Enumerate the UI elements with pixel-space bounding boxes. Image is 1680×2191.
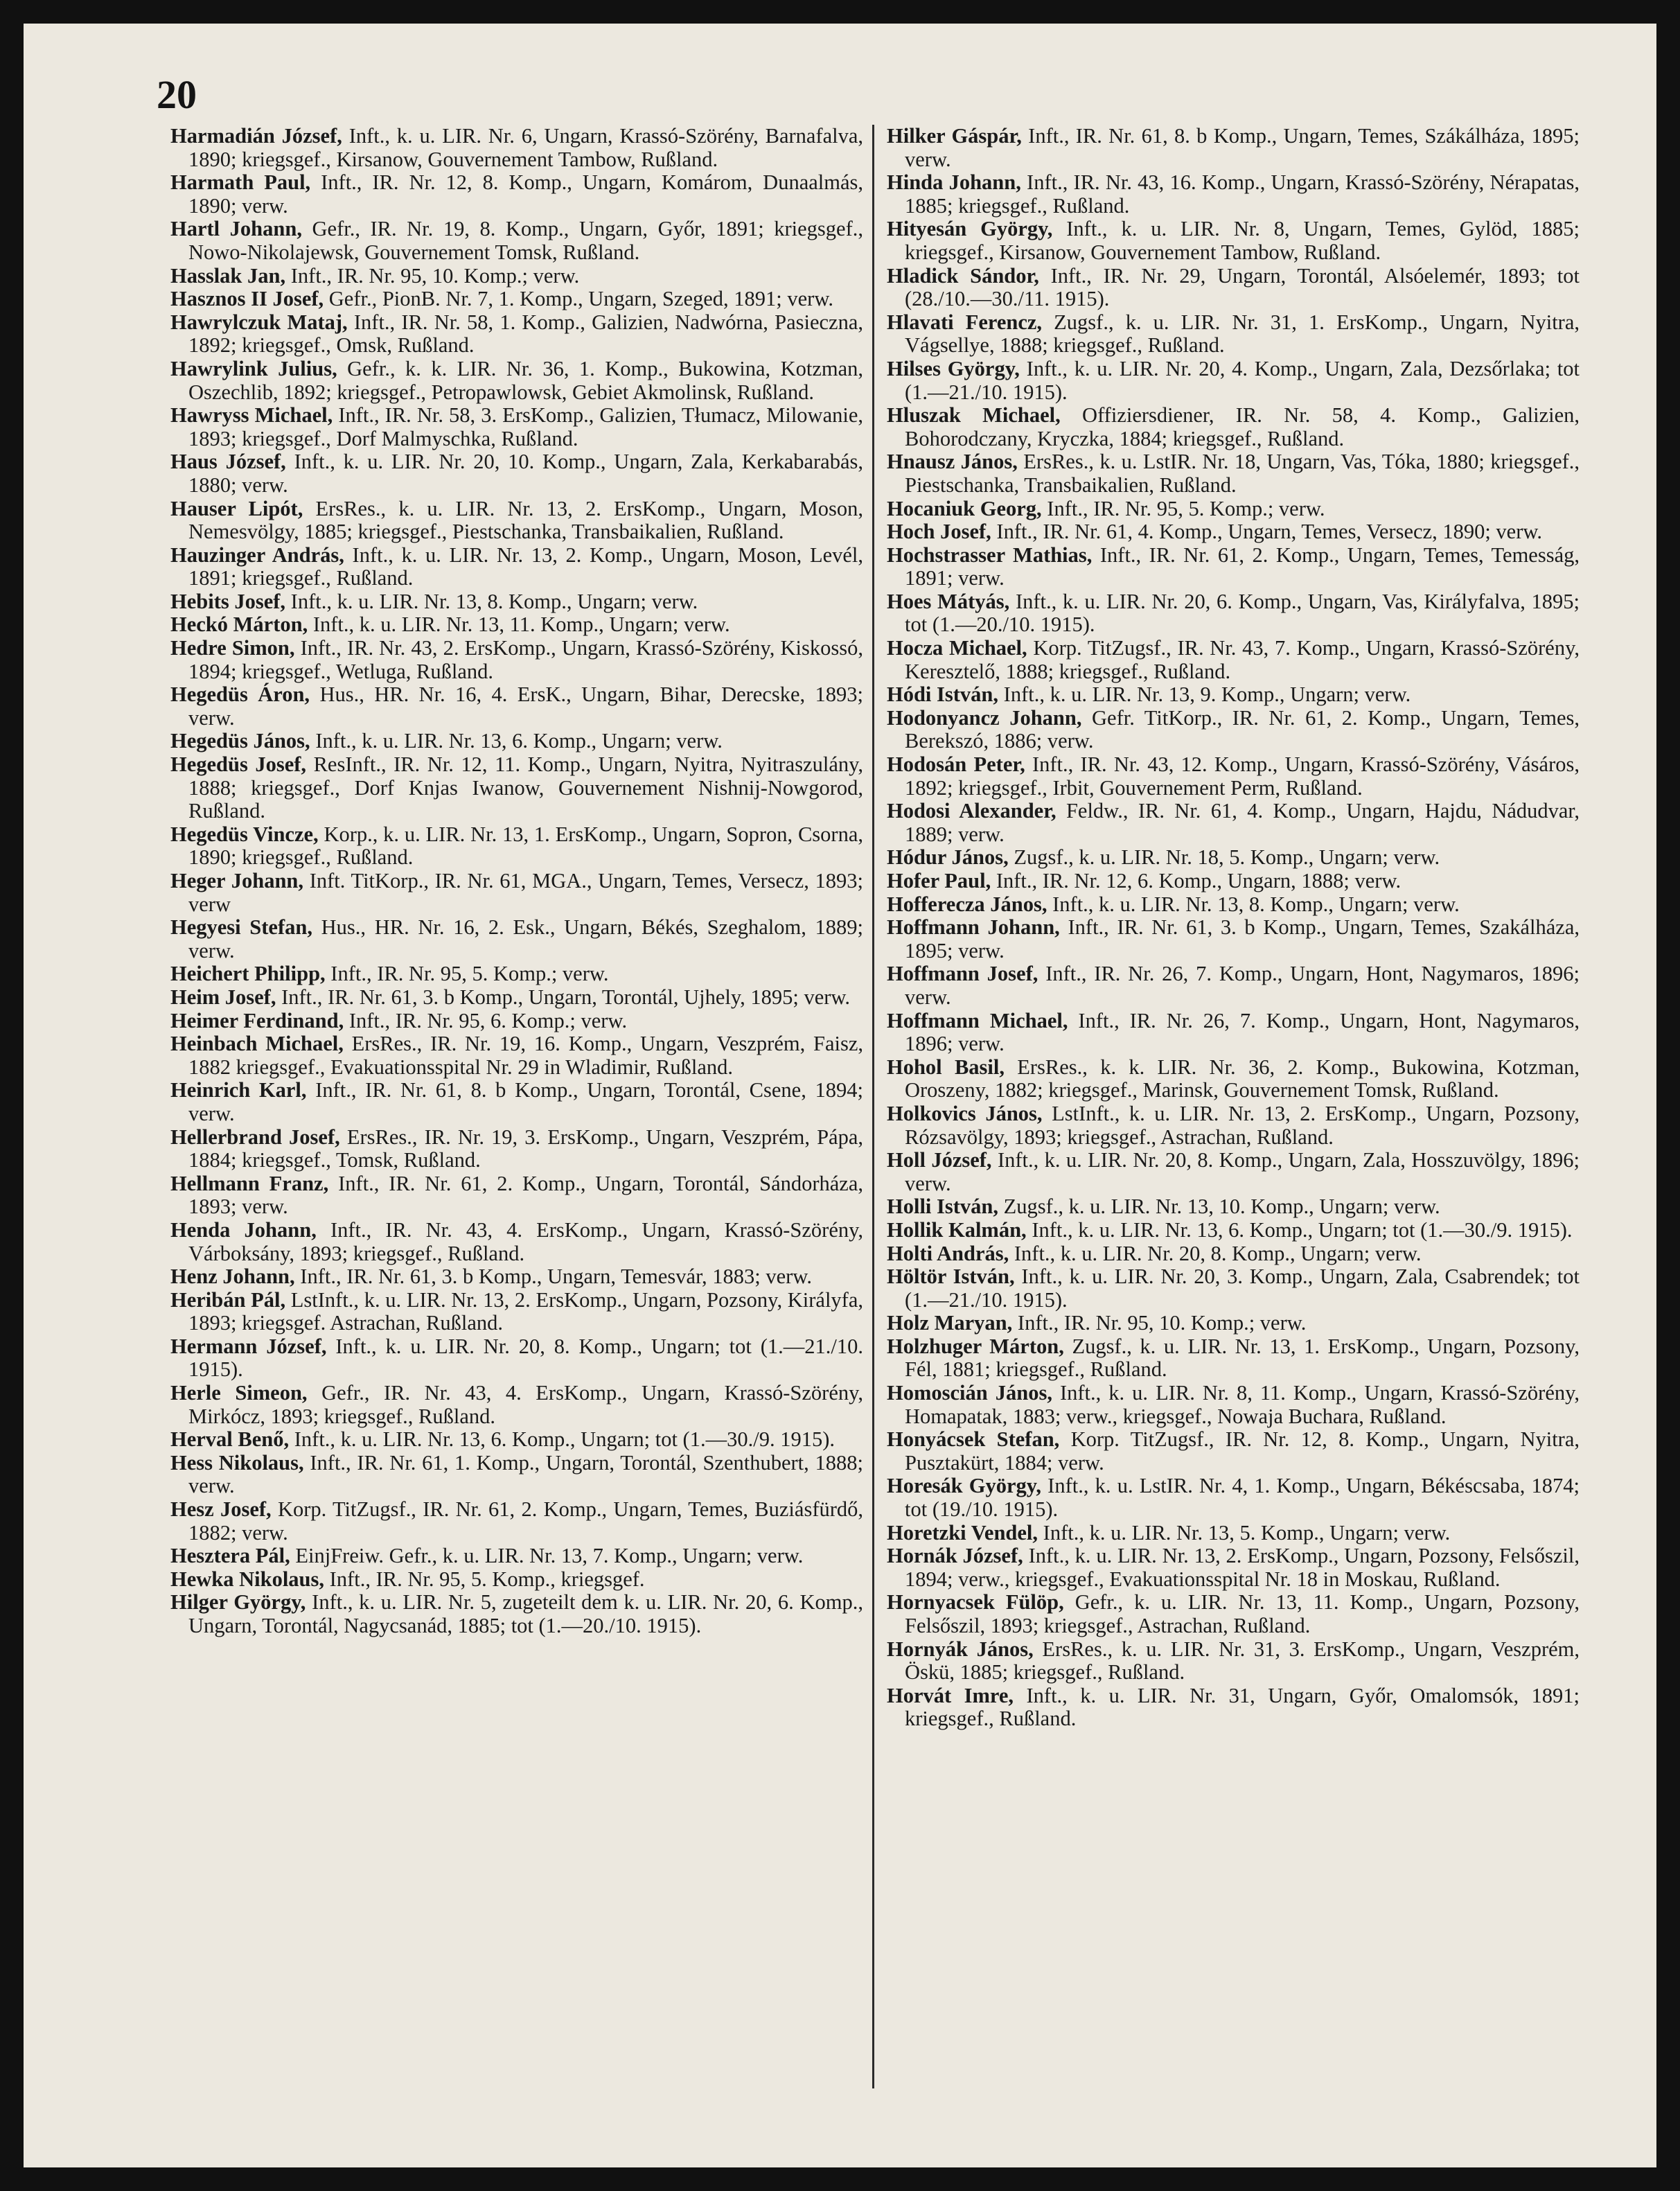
list-item	[170, 311, 863, 358]
entry-name: Hesztera Pál,	[170, 1544, 290, 1568]
list-item	[887, 498, 1580, 521]
entry-name: Hewka Nikolaus,	[170, 1567, 325, 1591]
entry-name: Hilses György,	[887, 356, 1020, 380]
entry-name: Horvát Imre,	[887, 1683, 1014, 1707]
entry-details: Inft., IR. Nr. 43, 2. ErsKomp., Ungarn, Krassó-Szörény, Kiskossó, 1894; kriegsgef., Wetluga, Rußland.	[188, 636, 863, 683]
right-column	[887, 125, 1580, 2093]
entry-details: Inft., k. u. LIR. Nr. 5, zugeteilt dem k. u. LIR. Nr. 20, 6. Komp., Ungarn, Torontál, Nagycsanád, 1885; tot (1.—20./10. 1915).	[188, 1590, 863, 1637]
list-item	[170, 1126, 863, 1172]
list-item	[170, 1591, 863, 1637]
entry-name: Hnausz János,	[887, 450, 1018, 474]
list-item	[887, 1312, 1580, 1335]
list-item	[887, 311, 1580, 358]
entry-details: Inft., k. u. LIR. Nr. 13, 6. Komp., Ungarn; verw.	[315, 729, 723, 753]
entry-details: Inft. TitKorp., IR. Nr. 61, MGA., Ungarn, Temes, Versecz, 1893; verw	[188, 869, 863, 916]
entry-name: Hodosi Alexander,	[887, 799, 1056, 823]
entry-name: Hollik Kalmán,	[887, 1217, 1027, 1242]
list-item	[170, 358, 863, 404]
entry-details: Korp. TitZugsf., IR. Nr. 12, 8. Komp., Ungarn, Nyitra, Pusztakürt, 1884; verw.	[905, 1427, 1580, 1475]
entry-name: Heckó Márton,	[170, 613, 308, 637]
entry-details: Inft., k. u. LIR. Nr. 13, 11. Komp., Ungarn; verw.	[312, 613, 730, 637]
entry-details: Inft., k. u. LIR. Nr. 20, 8. Komp., Ungarn; verw.	[1014, 1241, 1422, 1265]
list-item	[887, 1545, 1580, 1591]
list-item	[170, 823, 863, 870]
entry-name: Heger Johann,	[170, 869, 303, 892]
entry-name: Hawrylink Julius,	[170, 356, 337, 380]
entry-details: Inft., k. u. LIR. Nr. 6, Ungarn, Krassó-Szörény, Barnafalva, 1890; kriegsgef., Kirsanow, Gouvernement Tambow, Rußland.	[188, 125, 863, 171]
list-item	[887, 846, 1580, 870]
list-item	[170, 498, 863, 544]
list-item	[887, 171, 1580, 218]
list-item	[170, 171, 863, 218]
entry-details: Inft., IR. Nr. 43, 16. Komp., Ungarn, Krassó-Szörény, Nérapatas, 1885; kriegsgef., Rußland.	[905, 170, 1580, 218]
list-item	[887, 1265, 1580, 1312]
document-page	[24, 24, 1656, 2167]
entry-details: Inft., IR. Nr. 61, 3. b Komp., Ungarn, Temesvár, 1883; verw.	[300, 1265, 812, 1289]
list-item	[170, 1265, 863, 1289]
entry-details: Inft., k. u. LIR. Nr. 13, 6. Komp., Ungarn; tot (1.—30./9. 1915).	[294, 1427, 835, 1452]
entry-details: Inft., k. u. LIR. Nr. 31, Ungarn, Győr, Omalomsók, 1891; kriegsgef., Rußland.	[905, 1683, 1580, 1731]
entry-details: Inft., IR. Nr. 61, 4. Komp., Ungarn, Temes, Versecz, 1890; verw.	[996, 520, 1543, 544]
entry-details: Inft., IR. Nr. 26, 7. Komp., Ungarn, Hont, Nagymaros, 1896; verw.	[905, 962, 1580, 1009]
entry-details: ErsRes., k. k. LIR. Nr. 36, 2. Komp., Bukowina, Kotzman, Oroszeny, 1882; kriegsgef., Marinsk, Gouvernement Tomsk, Rußland.	[905, 1055, 1580, 1102]
entry-name: Harmath Paul,	[170, 170, 311, 195]
entry-name: Herle Simeon,	[170, 1381, 308, 1405]
entry-details: Gefr., k. u. LIR. Nr. 13, 11. Komp., Ungarn, Pozsony, Felsőszil, 1893; kriegsgef., Astrachan, Rußland.	[905, 1590, 1580, 1637]
entry-name: Hodosán Peter,	[887, 753, 1025, 777]
list-item	[170, 404, 863, 450]
entry-details: Inft., IR. Nr. 58, 1. Komp., Galizien, Nadwórna, Pasieczna, 1892; kriegsgef., Omsk, Rußland.	[188, 310, 863, 358]
entry-details: Inft., k. u. LIR. Nr. 8, Ungarn, Temes, Gylöd, 1885; kriegsgef., Kirsanow, Gouvernement Tambow, Rußland.	[905, 217, 1580, 264]
entry-name: Hornyacsek Fülöp,	[887, 1590, 1064, 1614]
list-item	[170, 1335, 863, 1382]
list-item	[887, 1522, 1580, 1545]
entry-name: Hódi István,	[887, 683, 999, 707]
entry-name: Hellerbrand Josef,	[170, 1125, 340, 1149]
entry-details: Inft., IR. Nr. 95, 10. Komp.; verw.	[290, 263, 580, 288]
list-item	[887, 1382, 1580, 1428]
entry-details: Gefr., PionB. Nr. 7, 1. Komp., Ungarn, Szeged, 1891; verw.	[328, 287, 833, 311]
entry-name: Holti András,	[887, 1241, 1009, 1265]
list-item	[170, 916, 863, 962]
list-item	[170, 1010, 863, 1033]
entry-name: Hauser Lipót,	[170, 496, 303, 520]
list-item	[887, 1102, 1580, 1149]
entry-name: Hegedüs Vincze,	[170, 822, 319, 846]
entry-name: Haus József,	[170, 450, 286, 474]
entry-name: Heichert Philipp,	[170, 962, 326, 986]
entry-details: Inft., k. u. LIR. Nr. 20, 6. Komp., Ungarn, Vas, Királyfalva, 1895; tot (1.—20./10. 1915).	[905, 589, 1580, 637]
entry-name: Hess Nikolaus,	[170, 1450, 304, 1475]
entry-name: Herval Benő,	[170, 1427, 290, 1452]
list-item	[170, 986, 863, 1010]
entry-name: Heinbach Michael,	[170, 1032, 344, 1056]
entry-name: Holzhuger Márton,	[887, 1334, 1064, 1358]
entry-name: Hlavati Ferencz,	[887, 310, 1043, 334]
list-item	[887, 637, 1580, 683]
entry-details: Inft., IR. Nr. 29, Ungarn, Torontál, Alsóelemér, 1893; tot (28./10.—30./11. 1915).	[905, 263, 1580, 311]
list-item	[170, 730, 863, 753]
list-item	[170, 544, 863, 590]
list-item	[887, 800, 1580, 846]
entry-details: Inft., IR. Nr. 61, 8. b Komp., Ungarn, Torontál, Csene, 1894; verw.	[188, 1078, 863, 1125]
list-item	[170, 590, 863, 614]
list-item	[887, 544, 1580, 590]
list-item	[887, 753, 1580, 800]
entry-name: Honyácsek Stefan,	[887, 1427, 1060, 1452]
list-item	[170, 1498, 863, 1545]
list-item	[887, 1010, 1580, 1056]
entry-details: Inft., IR. Nr. 43, 4. ErsKomp., Ungarn, Krassó-Szörény, Várboksány, 1893; kriegsgef., Rußland.	[188, 1217, 863, 1265]
list-item	[170, 753, 863, 823]
list-item	[887, 1335, 1580, 1382]
list-item	[170, 1219, 863, 1265]
entry-name: Homoscián János,	[887, 1381, 1052, 1405]
list-item	[170, 1032, 863, 1079]
column-divider	[872, 125, 874, 2088]
entry-details: Inft., IR. Nr. 95, 5. Komp.; verw.	[1047, 496, 1325, 520]
entry-name: Hedre Simon,	[170, 636, 295, 660]
entry-name: Henz Johann,	[170, 1265, 295, 1289]
list-item	[170, 218, 863, 264]
list-item	[170, 288, 863, 311]
entry-details: Inft., IR. Nr. 58, 3. ErsKomp., Galizien, Tłumacz, Milowanie, 1893; kriegsgef., Dorf Malmyschka, Rußland.	[188, 403, 863, 450]
list-item	[887, 125, 1580, 171]
entry-name: Hawryss Michael,	[170, 403, 333, 428]
entry-name: Hoffmann Josef,	[887, 962, 1038, 986]
list-item	[887, 265, 1580, 311]
list-item	[887, 1428, 1580, 1475]
entry-name: Hilger György,	[170, 1590, 306, 1614]
list-item	[887, 1475, 1580, 1521]
entry-name: Hegyesi Stefan,	[170, 915, 312, 940]
list-item	[887, 590, 1580, 637]
entry-details: Hus., HR. Nr. 16, 4. ErsK., Ungarn, Bihar, Derecske, 1893; verw.	[188, 683, 863, 730]
entry-details: Inft., IR. Nr. 95, 10. Komp.; verw.	[1017, 1311, 1307, 1335]
list-item	[170, 265, 863, 288]
entry-name: Holl József,	[887, 1148, 992, 1172]
entry-details: LstInft., k. u. LIR. Nr. 13, 2. ErsKomp., Ungarn, Pozsony, Királyfa, 1893; kriegsgef. Astrachan, Rußland.	[188, 1287, 863, 1335]
entry-details: Inft., IR. Nr. 61, 3. b Komp., Ungarn, Torontál, Ujhely, 1895; verw.	[281, 985, 851, 1009]
entry-details: Zugsf., k. u. LIR. Nr. 18, 5. Komp., Ungarn; verw.	[1014, 845, 1440, 870]
entry-name: Holkovics János,	[887, 1101, 1043, 1125]
entry-name: Hoffmann Michael,	[887, 1008, 1068, 1032]
list-item	[887, 1219, 1580, 1242]
entry-name: Hoch Josef,	[887, 520, 991, 544]
entry-name: Holli István,	[887, 1195, 999, 1219]
entry-name: Hochstrasser Mathias,	[887, 543, 1093, 567]
entry-details: Inft., k. u. LIR. Nr. 20, 4. Komp., Ungarn, Zala, Dezsőrlaka; tot (1.—21./10. 1915).	[905, 356, 1580, 404]
entry-name: Heribán Pál,	[170, 1287, 286, 1312]
entry-name: Hódur János,	[887, 845, 1009, 870]
list-item	[887, 1149, 1580, 1195]
entry-details: Zugsf., k. u. LIR. Nr. 31, 1. ErsKomp., Ungarn, Nyitra, Vágsellye, 1888; kriegsgef., Rußland.	[905, 310, 1580, 358]
list-item	[887, 707, 1580, 753]
entry-details: Offiziersdiener, IR. Nr. 58, 4. Komp., Galizien, Bohorodczany, Kryczka, 1884; kriegsgef., Rußland.	[905, 403, 1580, 450]
entry-name: Hellmann Franz,	[170, 1171, 329, 1195]
entry-name: Horesák György,	[887, 1474, 1041, 1498]
entry-details: LstInft., k. u. LIR. Nr. 13, 2. ErsKomp., Ungarn, Pozsony, Rózsavölgy, 1893; kriegsgef., Astrachan, Rußland.	[905, 1101, 1580, 1149]
entry-details: Inft., k. u. LstIR. Nr. 4, 1. Komp., Ungarn, Békéscsaba, 1874; tot (19./10. 1915).	[905, 1474, 1580, 1522]
entry-name: Hoffmann Johann,	[887, 915, 1060, 940]
entry-details: Inft., k. u. LIR. Nr. 13, 8. Komp., Ungarn; verw.	[290, 589, 698, 613]
entry-details: Hus., HR. Nr. 16, 2. Esk., Ungarn, Békés, Szeghalom, 1889; verw.	[188, 915, 863, 962]
entry-details: Inft., k. u. LIR. Nr. 13, 8. Komp., Ungarn; verw.	[1052, 892, 1460, 916]
entry-name: Höltör István,	[887, 1265, 1015, 1289]
entry-details: Inft., IR. Nr. 43, 12. Komp., Ungarn, Krassó-Szörény, Vásáros, 1892; kriegsgef., Irbit, Gouvernement Perm, Rußland.	[905, 753, 1580, 800]
entry-name: Hodonyancz Johann,	[887, 705, 1082, 730]
entry-details: Gefr. TitKorp., IR. Nr. 61, 2. Komp., Ungarn, Temes, Berekszó, 1886; verw.	[905, 705, 1580, 753]
entry-details: Inft., IR. Nr. 95, 6. Komp.; verw.	[348, 1008, 628, 1032]
entry-details: ErsRes., IR. Nr. 19, 16. Komp., Ungarn, Veszprém, Faisz, 1882 kriegsgef., Evakuationsspital Nr. 29 in Wladimir, Rußland.	[188, 1032, 863, 1079]
list-item	[170, 962, 863, 986]
list-item	[887, 358, 1580, 404]
entry-details: Inft., IR. Nr. 12, 8. Komp., Ungarn, Komárom, Dunaalmás, 1890; verw.	[188, 170, 863, 218]
entry-name: Hegedüs Josef,	[170, 753, 307, 777]
list-item	[887, 916, 1580, 962]
entry-details: ErsRes., k. u. LIR. Nr. 31, 3. ErsKomp., Ungarn, Veszprém, Öskü, 1885; kriegsgef., Rußland.	[905, 1637, 1580, 1684]
list-item	[887, 683, 1580, 707]
entry-details: Inft., IR. Nr. 61, 1. Komp., Ungarn, Torontál, Szenthubert, 1888; verw.	[188, 1450, 863, 1498]
entry-name: Heim Josef,	[170, 985, 276, 1009]
list-item	[170, 1568, 863, 1592]
list-item	[887, 404, 1580, 450]
entry-details: Inft., IR. Nr. 95, 5. Komp.; verw.	[330, 962, 609, 986]
entry-name: Holz Maryan,	[887, 1311, 1013, 1335]
entry-name: Hermann József,	[170, 1334, 327, 1358]
entry-name: Hocaniuk Georg,	[887, 496, 1042, 520]
page-number: 20	[157, 72, 197, 117]
entry-name: Hebits Josef,	[170, 589, 286, 613]
entry-name: Hegedüs János,	[170, 729, 310, 753]
entry-details: Korp. TitZugsf., IR. Nr. 61, 2. Komp., Ungarn, Temes, Buziásfürdő, 1882; verw.	[188, 1497, 863, 1545]
entry-name: Hluszak Michael,	[887, 403, 1061, 428]
list-item	[170, 1452, 863, 1498]
entry-name: Hartl Johann,	[170, 217, 302, 241]
entry-details: ErsRes., k. u. LIR. Nr. 13, 2. ErsKomp., Ungarn, Moson, Nemesvölgy, 1885; kriegsgef., Piestschanka, Transbaikalien, Rußland.	[188, 496, 863, 544]
entry-details: Zugsf., k. u. LIR. Nr. 13, 1. ErsKomp., Ungarn, Pozsony, Fél, 1881; kriegsgef., Rußland.	[905, 1334, 1580, 1382]
entry-details: ErsRes., k. u. LstIR. Nr. 18, Ungarn, Vas, Tóka, 1880; kriegsgef., Piestschanka, Transbaikalien, Rußland.	[905, 450, 1580, 497]
entry-details: Inft., k. u. LIR. Nr. 13, 2. Komp., Ungarn, Moson, Levél, 1891; kriegsgef., Rußland.	[188, 543, 863, 590]
entry-name: Hocza Michael,	[887, 636, 1027, 660]
list-item	[170, 683, 863, 730]
list-item	[170, 1428, 863, 1452]
entry-name: Heimer Ferdinand,	[170, 1008, 344, 1032]
entry-name: Hesz Josef,	[170, 1497, 272, 1522]
list-item	[170, 1545, 863, 1568]
entry-details: ErsRes., IR. Nr. 19, 3. ErsKomp., Ungarn, Veszprém, Pápa, 1884; kriegsgef., Tomsk, Rußland.	[188, 1125, 863, 1172]
entry-name: Hauzinger András,	[170, 543, 344, 567]
entry-name: Harmadián József,	[170, 125, 342, 148]
entry-details: Korp., k. u. LIR. Nr. 13, 1. ErsKomp., Ungarn, Sopron, Csorna, 1890; kriegsgef., Rußland.	[188, 822, 863, 870]
entry-details: Inft., k. u. LIR. Nr. 8, 11. Komp., Ungarn, Krassó-Szörény, Homapatak, 1883; verw., kriegsgef., Nowaja Buchara, Rußland.	[905, 1381, 1580, 1428]
entry-details: Feldw., IR. Nr. 61, 4. Komp., Ungarn, Hajdu, Nádudvar, 1889; verw.	[905, 799, 1580, 846]
list-item	[887, 870, 1580, 893]
entry-name: Hinda Johann,	[887, 170, 1021, 195]
list-item	[887, 1056, 1580, 1102]
left-column	[170, 125, 863, 2093]
list-item	[170, 125, 863, 171]
entry-name: Hegedüs Áron,	[170, 683, 310, 707]
entry-details: Gefr., IR. Nr. 43, 4. ErsKomp., Ungarn, Krassó-Szörény, Mirkócz, 1893; kriegsgef., Rußland.	[188, 1381, 863, 1428]
entry-details: Inft., IR. Nr. 26, 7. Komp., Ungarn, Hont, Nagymaros, 1896; verw.	[905, 1008, 1580, 1056]
entry-details: Inft., IR. Nr. 61, 3. b Komp., Ungarn, Temes, Szakálháza, 1895; verw.	[905, 915, 1580, 962]
list-item	[170, 1172, 863, 1219]
entry-name: Hornák József,	[887, 1544, 1023, 1568]
entry-name: Hofferecza János,	[887, 892, 1047, 916]
entry-name: Hityesán György,	[887, 217, 1053, 241]
entry-name: Hoes Mátyás,	[887, 589, 1010, 613]
entry-name: Hladick Sándor,	[887, 263, 1039, 288]
list-item	[887, 1195, 1580, 1219]
list-item	[170, 1289, 863, 1335]
entry-name: Hasslak Jan,	[170, 263, 286, 288]
entry-name: Hasznos II Josef,	[170, 287, 324, 311]
entry-details: Inft., k. u. LIR. Nr. 20, 8. Komp., Ungarn, Zala, Hosszuvölgy, 1896; verw.	[905, 1148, 1580, 1195]
entry-details: Zugsf., k. u. LIR. Nr. 13, 10. Komp., Ungarn; verw.	[1003, 1195, 1440, 1219]
list-item	[887, 962, 1580, 1009]
entry-details: Inft., IR. Nr. 61, 2. Komp., Ungarn, Temes, Temesság, 1891; verw.	[905, 543, 1580, 590]
list-item	[887, 1591, 1580, 1637]
entry-details: Inft., k. u. LIR. Nr. 13, 9. Komp., Ungarn; verw.	[1003, 683, 1411, 707]
list-item	[887, 893, 1580, 917]
entry-details: Inft., IR. Nr. 61, 2. Komp., Ungarn, Torontál, Sándorháza, 1893; verw.	[188, 1171, 863, 1219]
entry-details: Inft., k. u. LIR. Nr. 13, 5. Komp., Ungarn; verw.	[1043, 1520, 1451, 1545]
entry-name: Hofer Paul,	[887, 869, 991, 892]
entry-details: Inft., k. u. LIR. Nr. 13, 6. Komp., Ungarn; tot (1.—30./9. 1915).	[1032, 1217, 1573, 1242]
entry-name: Hornyák János,	[887, 1637, 1034, 1661]
entry-details: Inft., k. u. LIR. Nr. 20, 3. Komp., Ungarn, Zala, Csabrendek; tot (1.—21./10. 1915).	[905, 1265, 1580, 1312]
list-item	[170, 870, 863, 916]
list-item	[887, 520, 1580, 544]
entry-details: Inft., IR. Nr. 12, 6. Komp., Ungarn, 1888; verw.	[996, 869, 1402, 892]
entry-details: Gefr., k. k. LIR. Nr. 36, 1. Komp., Bukowina, Kotzman, Oszechlib, 1892; kriegsgef., Petropawlowsk, Gebiet Akmolinsk, Rußland.	[188, 356, 863, 404]
list-item	[170, 1079, 863, 1125]
entry-details: ResInft., IR. Nr. 12, 11. Komp., Ungarn, Nyitra, Nyitraszulány, 1888; kriegsgef., Dorf Knjas Iwanow, Gouvernement Nishnij-Nowgorod, Rußland.	[188, 753, 863, 823]
list-item	[170, 637, 863, 683]
list-item	[887, 450, 1580, 497]
entry-details: EinjFreiw. Gefr., k. u. LIR. Nr. 13, 7. Komp., Ungarn; verw.	[295, 1544, 804, 1568]
list-item	[170, 613, 863, 637]
entry-name: Heinrich Karl,	[170, 1078, 307, 1102]
entry-name: Henda Johann,	[170, 1217, 317, 1242]
entry-details: Inft., k. u. LIR. Nr. 13, 2. ErsKomp., Ungarn, Pozsony, Felsőszil, 1894; verw., kriegsgef., Evakuationsspital Nr. 18 in Moskau, Rußland.	[905, 1544, 1580, 1591]
list-item	[170, 450, 863, 497]
list-item	[887, 1684, 1580, 1731]
entry-name: Hawrylczuk Mataj,	[170, 310, 348, 334]
entry-name: Hilker Gáspár,	[887, 125, 1022, 148]
entry-details: Inft., k. u. LIR. Nr. 20, 8. Komp., Ungarn; tot (1.—21./10. 1915).	[188, 1334, 863, 1382]
entry-details: Inft., IR. Nr. 95, 5. Komp., kriegsgef.	[329, 1567, 645, 1591]
list-item	[887, 1638, 1580, 1684]
entry-details: Gefr., IR. Nr. 19, 8. Komp., Ungarn, Győr, 1891; kriegsgef., Nowo-Nikolajewsk, Gouvernement Tomsk, Rußland.	[188, 217, 863, 264]
entry-name: Horetzki Vendel,	[887, 1520, 1038, 1545]
entry-name: Hohol Basil,	[887, 1055, 1005, 1079]
list-item	[887, 1242, 1580, 1266]
entry-details: Inft., IR. Nr. 61, 8. b Komp., Ungarn, Temes, Szákálháza, 1895; verw.	[905, 125, 1580, 171]
entry-details: Inft., k. u. LIR. Nr. 20, 10. Komp., Ungarn, Zala, Kerkabarabás, 1880; verw.	[188, 450, 863, 497]
entry-details: Korp. TitZugsf., IR. Nr. 43, 7. Komp., Ungarn, Krassó-Szörény, Keresztelő, 1888; kriegsgef., Rußland.	[905, 636, 1580, 683]
list-item	[170, 1382, 863, 1428]
list-item	[887, 218, 1580, 264]
